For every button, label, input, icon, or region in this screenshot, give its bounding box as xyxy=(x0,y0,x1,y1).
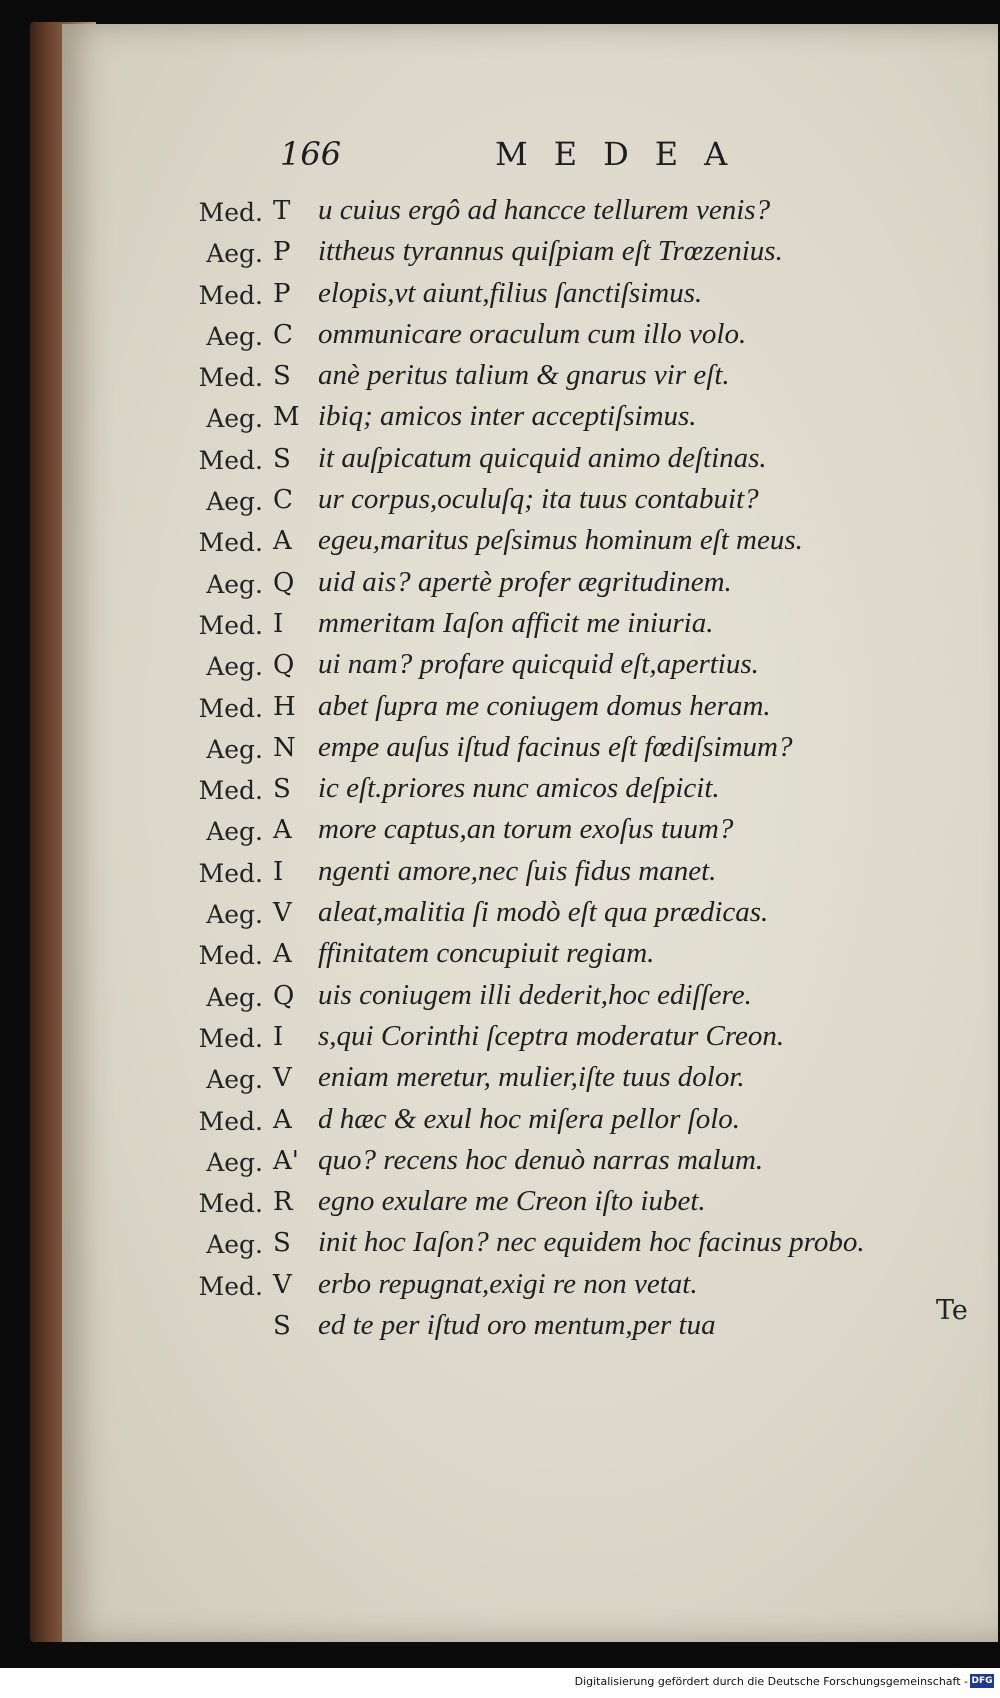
speaker-label: Med. xyxy=(198,693,263,723)
line-initial: P xyxy=(273,278,291,309)
dialogue-line xyxy=(175,1101,965,1142)
dialogue-line xyxy=(175,192,965,233)
line-initial: C xyxy=(273,319,293,350)
verse-text: ibiq; amicos inter acceptiſsimus. xyxy=(318,400,697,433)
verse-text: mmeritam Iaſon afficit me iniuria. xyxy=(318,606,714,639)
line-initial: S xyxy=(273,1311,291,1342)
verse-text: aleat,malitia ſi modò eſt qua prædicas. xyxy=(318,896,769,929)
dialogue-line xyxy=(175,1183,965,1224)
dialogue-line xyxy=(175,935,965,976)
speaker-label: Aeg. xyxy=(206,1065,263,1095)
page-header xyxy=(220,135,840,179)
dialogue-line xyxy=(175,688,965,729)
dialogue-line xyxy=(175,894,965,935)
speaker-label: Aeg. xyxy=(206,569,263,599)
line-initial: Q xyxy=(273,567,295,598)
line-initial: I xyxy=(273,856,284,887)
verse-text: d hæc & exul hoc miſera pellor ſolo. xyxy=(318,1102,741,1135)
line-initial: V xyxy=(273,1269,292,1300)
dialogue-line xyxy=(175,1059,965,1100)
dialogue-line xyxy=(175,811,965,852)
dialogue-lines xyxy=(175,192,965,1348)
dialogue-line xyxy=(175,1224,965,1265)
speaker-label: Med. xyxy=(198,1023,263,1053)
line-initial: S xyxy=(273,443,291,474)
page-number: 166 xyxy=(280,135,342,173)
line-initial: I xyxy=(273,1021,284,1052)
verse-text: uis coniugem illi dederit,hoc ediſſere. xyxy=(318,978,752,1011)
dialogue-line xyxy=(175,481,965,522)
verse-text: ui nam? profare quicquid eſt,apertius. xyxy=(318,648,759,681)
speaker-label: Med. xyxy=(198,363,263,393)
speaker-label: Med. xyxy=(198,198,263,227)
dialogue-line xyxy=(175,770,965,811)
line-initial: A xyxy=(273,939,292,970)
verse-text: anè peritus talium & gnarus vir eſt. xyxy=(318,359,730,392)
dialogue-line xyxy=(175,233,965,274)
dialogue-line xyxy=(175,729,965,770)
line-initial: H xyxy=(273,691,296,722)
dialogue-line xyxy=(175,605,965,646)
verse-text: s,qui Corinthi ſceptra moderatur Creon. xyxy=(318,1019,785,1052)
speaker-label: Aeg. xyxy=(206,652,263,682)
line-initial: I xyxy=(273,608,284,639)
verse-text: uid ais? apertè profer ægritudinem. xyxy=(318,565,732,598)
verse-text: abet ſupra me coniugem domus heram. xyxy=(318,689,771,722)
verse-text: init hoc Iaſon? nec equidem hoc facinus probo. xyxy=(318,1226,865,1259)
speaker-label: Aeg. xyxy=(206,1147,263,1177)
verse-text: ngenti amore,nec ſuis fidus manet. xyxy=(318,854,717,887)
verse-text: quo? recens hoc denuò narras malum. xyxy=(318,1143,764,1176)
line-initial: A xyxy=(273,526,292,557)
dialogue-line xyxy=(175,440,965,481)
dialogue-line xyxy=(175,357,965,398)
dialogue-line xyxy=(175,646,965,687)
line-initial: Q xyxy=(273,980,295,1011)
verse-text: egno exulare me Creon iſto iubet. xyxy=(318,1185,706,1218)
line-initial: Q xyxy=(273,650,295,681)
verse-text: erbo repugnat,exigi re non vetat. xyxy=(318,1267,698,1300)
speaker-label: Aeg. xyxy=(206,404,263,434)
speaker-label: Aeg. xyxy=(206,239,263,269)
verse-text: ittheus tyrannus quiſpiam eſt Trœzenius. xyxy=(318,235,783,268)
verse-text: ed te per iſtud oro mentum,per tua xyxy=(318,1309,716,1342)
speaker-label: Med. xyxy=(198,1271,263,1301)
funding-notice: Digitalisierung gefördert durch die Deutsche Forschungsgemeinschaft - xyxy=(574,1675,968,1688)
line-initial: R xyxy=(273,1187,293,1218)
line-initial: T xyxy=(273,196,291,226)
verse-text: eniam meretur, mulier,iſte tuus dolor. xyxy=(318,1061,745,1094)
speaker-label: Med. xyxy=(198,1189,263,1219)
dialogue-line xyxy=(175,316,965,357)
speaker-label: Med. xyxy=(198,280,263,310)
dialogue-line xyxy=(175,853,965,894)
speaker-label: Med. xyxy=(198,445,263,475)
line-initial: A xyxy=(273,1104,292,1135)
verse-text: it auſpicatum quicquid animo deſtinas. xyxy=(318,441,767,474)
line-initial: P xyxy=(273,237,291,268)
dfg-logo: DFG xyxy=(971,1676,993,1686)
line-initial: A xyxy=(273,815,292,846)
dialogue-line xyxy=(175,1018,965,1059)
line-initial: N xyxy=(273,732,296,763)
line-initial: M xyxy=(273,402,300,433)
speaker-label: Med. xyxy=(198,941,263,971)
dialogue-line xyxy=(175,977,965,1018)
speaker-label: Aeg. xyxy=(206,487,263,517)
speaker-label: Aeg. xyxy=(206,900,263,930)
line-initial: V xyxy=(273,1063,292,1094)
speaker-label: Aeg. xyxy=(206,321,263,351)
line-initial: S xyxy=(273,361,291,392)
verse-text: elopis,vt aiunt,filius ſanctiſsimus. xyxy=(318,276,703,309)
line-initial: S xyxy=(273,774,291,805)
verse-text: empe auſus iſtud facinus eſt fœdiſsimum? xyxy=(318,730,793,763)
catchword: Te xyxy=(936,1295,968,1326)
dialogue-line xyxy=(175,564,965,605)
footer-bar xyxy=(0,1668,1000,1698)
speaker-label: Aeg. xyxy=(206,1230,263,1260)
verse-text: egeu,maritus peſsimus hominum eſt meus. xyxy=(318,524,803,557)
dialogue-line xyxy=(175,1266,965,1307)
line-initial: V xyxy=(273,898,292,929)
verse-text: ffinitatem concupiuit regiam. xyxy=(318,937,655,970)
dialogue-line xyxy=(175,1307,965,1348)
speaker-label: Med. xyxy=(198,528,263,558)
speaker-label: Med. xyxy=(198,776,263,806)
dialogue-line xyxy=(175,275,965,316)
line-initial: A' xyxy=(273,1145,299,1176)
speaker-label: Med. xyxy=(198,1106,263,1136)
verse-text: u cuius ergô ad hancce tellurem venis? xyxy=(318,194,771,226)
line-initial: C xyxy=(273,485,293,516)
dialogue-line xyxy=(175,522,965,563)
verse-text: more captus,an torum exoſus tuum? xyxy=(318,813,734,846)
speaker-label: Med. xyxy=(198,610,263,640)
dialogue-line xyxy=(175,1142,965,1183)
verse-text: ic eſt.priores nunc amicos deſpicit. xyxy=(318,772,720,805)
running-title: MEDEA xyxy=(495,135,754,173)
dialogue-line xyxy=(175,398,965,439)
speaker-label: Aeg. xyxy=(206,982,263,1012)
line-initial: S xyxy=(273,1228,291,1259)
speaker-label: Med. xyxy=(198,858,263,888)
verse-text: ommunicare oraculum cum illo volo. xyxy=(318,317,747,350)
verse-text: ur corpus,oculuſq; ita tuus contabuit? xyxy=(318,483,759,516)
speaker-label: Aeg. xyxy=(206,817,263,847)
speaker-label: Aeg. xyxy=(206,734,263,764)
